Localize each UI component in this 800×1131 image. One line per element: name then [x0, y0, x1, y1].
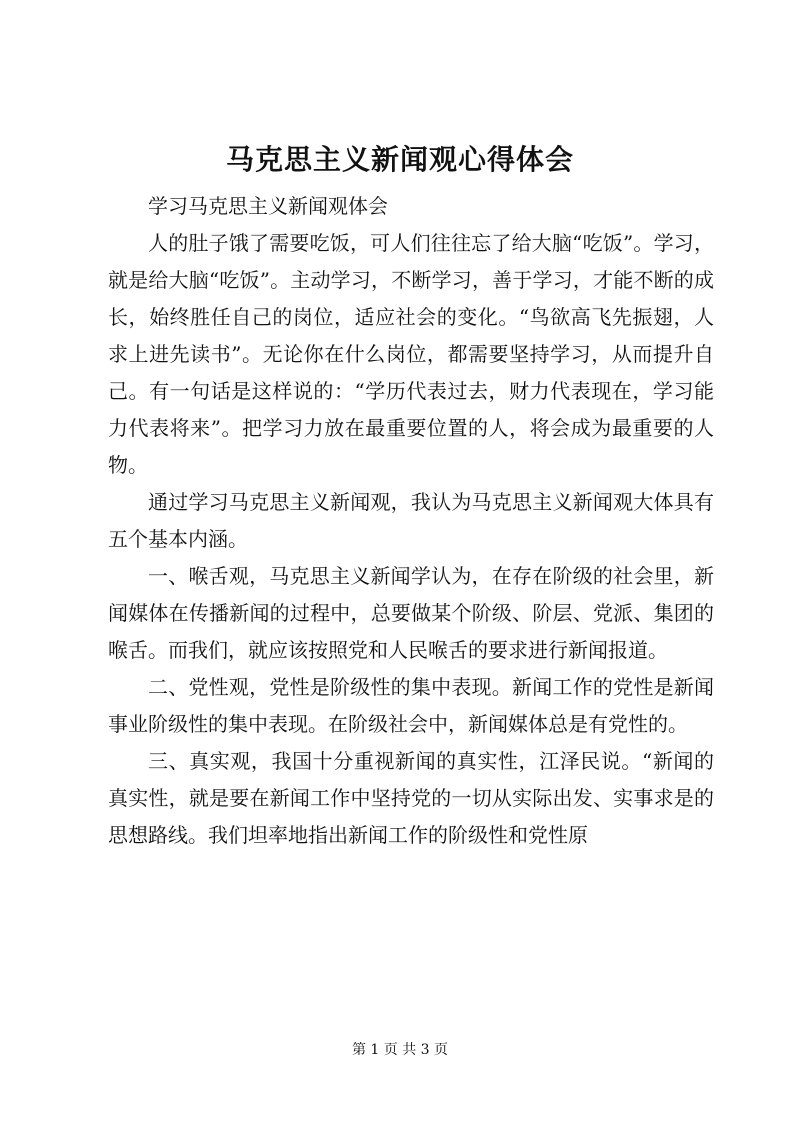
paragraph-subtitle: 学习马克思主义新闻观体会: [148, 194, 388, 218]
document-title: 马克思主义新闻观心得体会: [225, 143, 574, 176]
page-footer: [0, 1040, 800, 1060]
document-body: [108, 188, 714, 854]
page-number-label: 第 1 页 共 3 页: [351, 1042, 449, 1058]
paragraph-mouthpiece: 一、喉舌观，马克思主义新闻学认为，在存在阶级的社会里，新闻媒体在传播新闻的过程中，总要做某个阶级、阶层、党派、集团的喉舌。而我们，就应该按照党和人民喉舌的要求进行新闻报道。: [108, 564, 714, 662]
paragraph-truthfulness: 三、真实观，我国十分重视新闻的真实性，江泽民说。“新闻的真实性，就是要在新闻工作中坚持党的一切从实际出发、实事求是的思想路线。我们坦率地指出新闻工作的阶级性和党性原: [108, 749, 714, 847]
paragraph-five-meanings: 通过学习马克思主义新闻观，我认为马克思主义新闻观大体具有五个基本内涵。: [108, 490, 714, 551]
paragraph-learning: 人的肚子饿了需要吃饭，可人们往往忘了给大脑“吃饭”。学习，就是给大脑“吃饭”。主动学习，不断学习，善于学习，才能不断的成长，始终胜任自己的岗位，适应社会的变化。“鸟欲高飞先振翅，人求上进先读书”。无论你在什么岗位，都需要坚持学习，从而提升自己。有一句话是这样说的：“学历代表过去，财力代表现在，学习能力代表将来”。把学习力放在最重要位置的人，将会成为最重要的人物。: [108, 231, 714, 477]
paragraph-party-spirit: 二、党性观，党性是阶级性的集中表现。新闻工作的党性是新闻事业阶级性的集中表现。在阶级社会中，新闻媒体总是有党性的。: [108, 675, 714, 736]
